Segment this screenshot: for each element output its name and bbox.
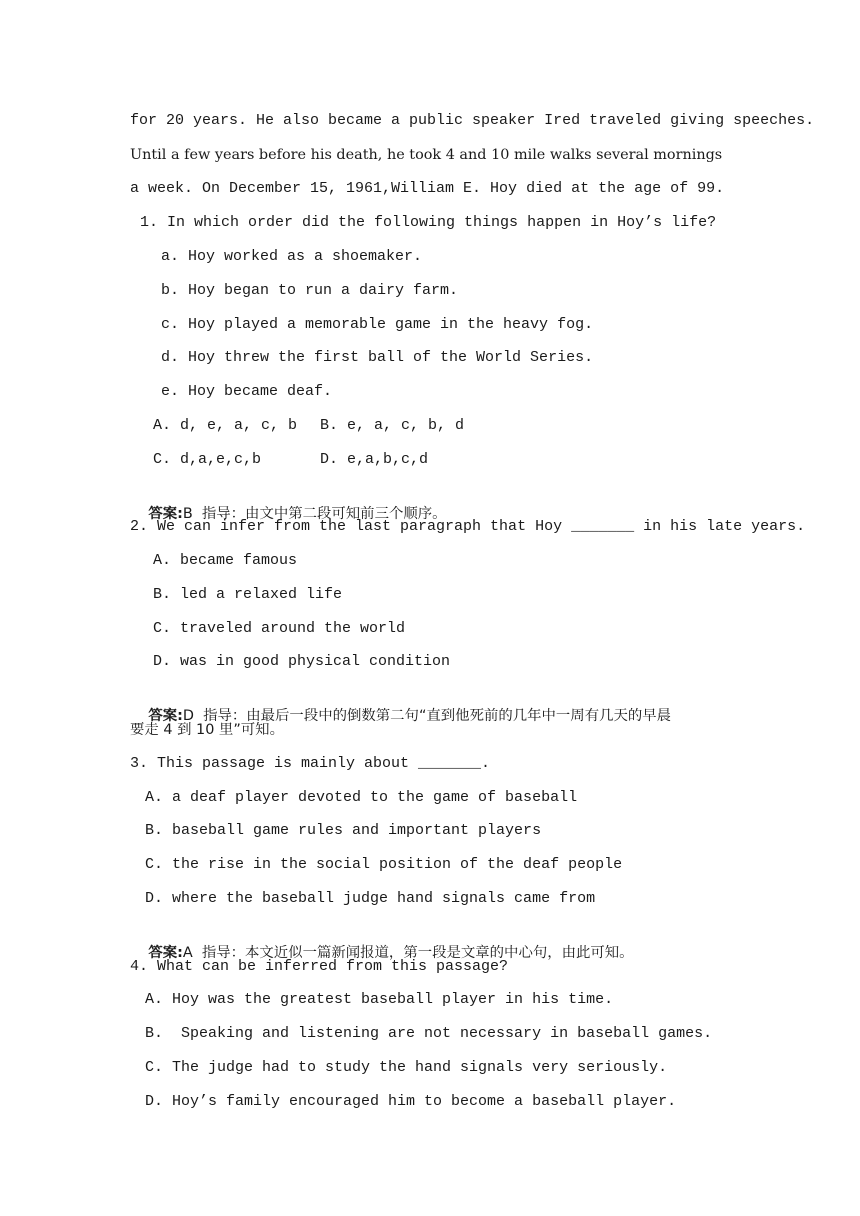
question-1-stem: 1. In which order did the following things happen in Hoy’s life? [140,214,717,231]
question-2-option-c: C. traveled around the world [153,620,406,637]
answer-text: A 指导：本文近似一篇新闻报道，第一段是文章的中心句，由此可知。 [182,945,634,961]
question-2-stem: 2. We can infer from the last paragraph that Hoy _______ in his late years. [130,518,806,535]
answer-label: 答案: [148,506,183,522]
passage-line-3: a week. On December 15, 1961,William E. Hoy died at the age of 99. [130,180,725,197]
question-3-option-c: C. the rise in the social position of the deaf people [145,856,623,873]
answer-text: B 指导：由文中第二段可知前三个顺序。 [182,506,447,522]
question-3-stem: 3. This passage is mainly about _______. [130,755,491,772]
question-4-option-c: C. The judge had to study the hand signals very seriously. [145,1059,668,1076]
question-1-option-c: C. d,a,e,c,b [153,451,262,468]
question-1-item-d: d. Hoy threw the first ball of the World Series. [161,349,594,366]
question-3-option-a: A. a deaf player devoted to the game of baseball [145,789,578,806]
answer-label: 答案: [148,708,183,724]
question-2-option-d: D. was in good physical condition [153,653,451,670]
passage-line-2: Until a few years before his death, he took 4 and 10 mile walks several mornings [130,147,723,163]
question-1-option-d: D. e,a,b,c,d [320,451,429,468]
question-1-item-e: e. Hoy became deaf. [161,383,333,400]
question-1-item-b: b. Hoy began to run a dairy farm. [161,282,459,299]
question-2-answer-continued: 要走 4 到 10 里”可知。 [130,722,284,738]
question-3-option-b: B. baseball game rules and important players [145,822,542,839]
question-2-option-a: A. became famous [153,552,298,569]
question-4-option-d: D. Hoy’s family encouraged him to become a baseball player. [145,1093,677,1110]
question-1-option-b: B. e, a, c, b, d [320,417,465,434]
question-1-option-a: A. d, e, a, c, b [153,417,298,434]
question-4-stem: 4. What can be inferred from this passage? [130,958,509,975]
passage-line-1: for 20 years. He also became a public speaker Ired traveled giving speeches. [130,112,815,129]
answer-label: 答案: [148,945,183,961]
question-1-item-a: a. Hoy worked as a shoemaker. [161,248,423,265]
question-1-item-c: c. Hoy played a memorable game in the heavy fog. [161,316,594,333]
answer-text: D 指导：由最后一段中的倒数第二句“直到他死前的几年中一周有几天的早晨 [182,708,672,724]
question-2-option-b: B. led a relaxed life [153,586,343,603]
question-4-option-b: B. Speaking and listening are not necessary in baseball games. [145,1025,713,1042]
question-3-option-d: D. where the baseball judge hand signals came from [145,890,596,907]
question-4-option-a: A. Hoy was the greatest baseball player in his time. [145,991,614,1008]
